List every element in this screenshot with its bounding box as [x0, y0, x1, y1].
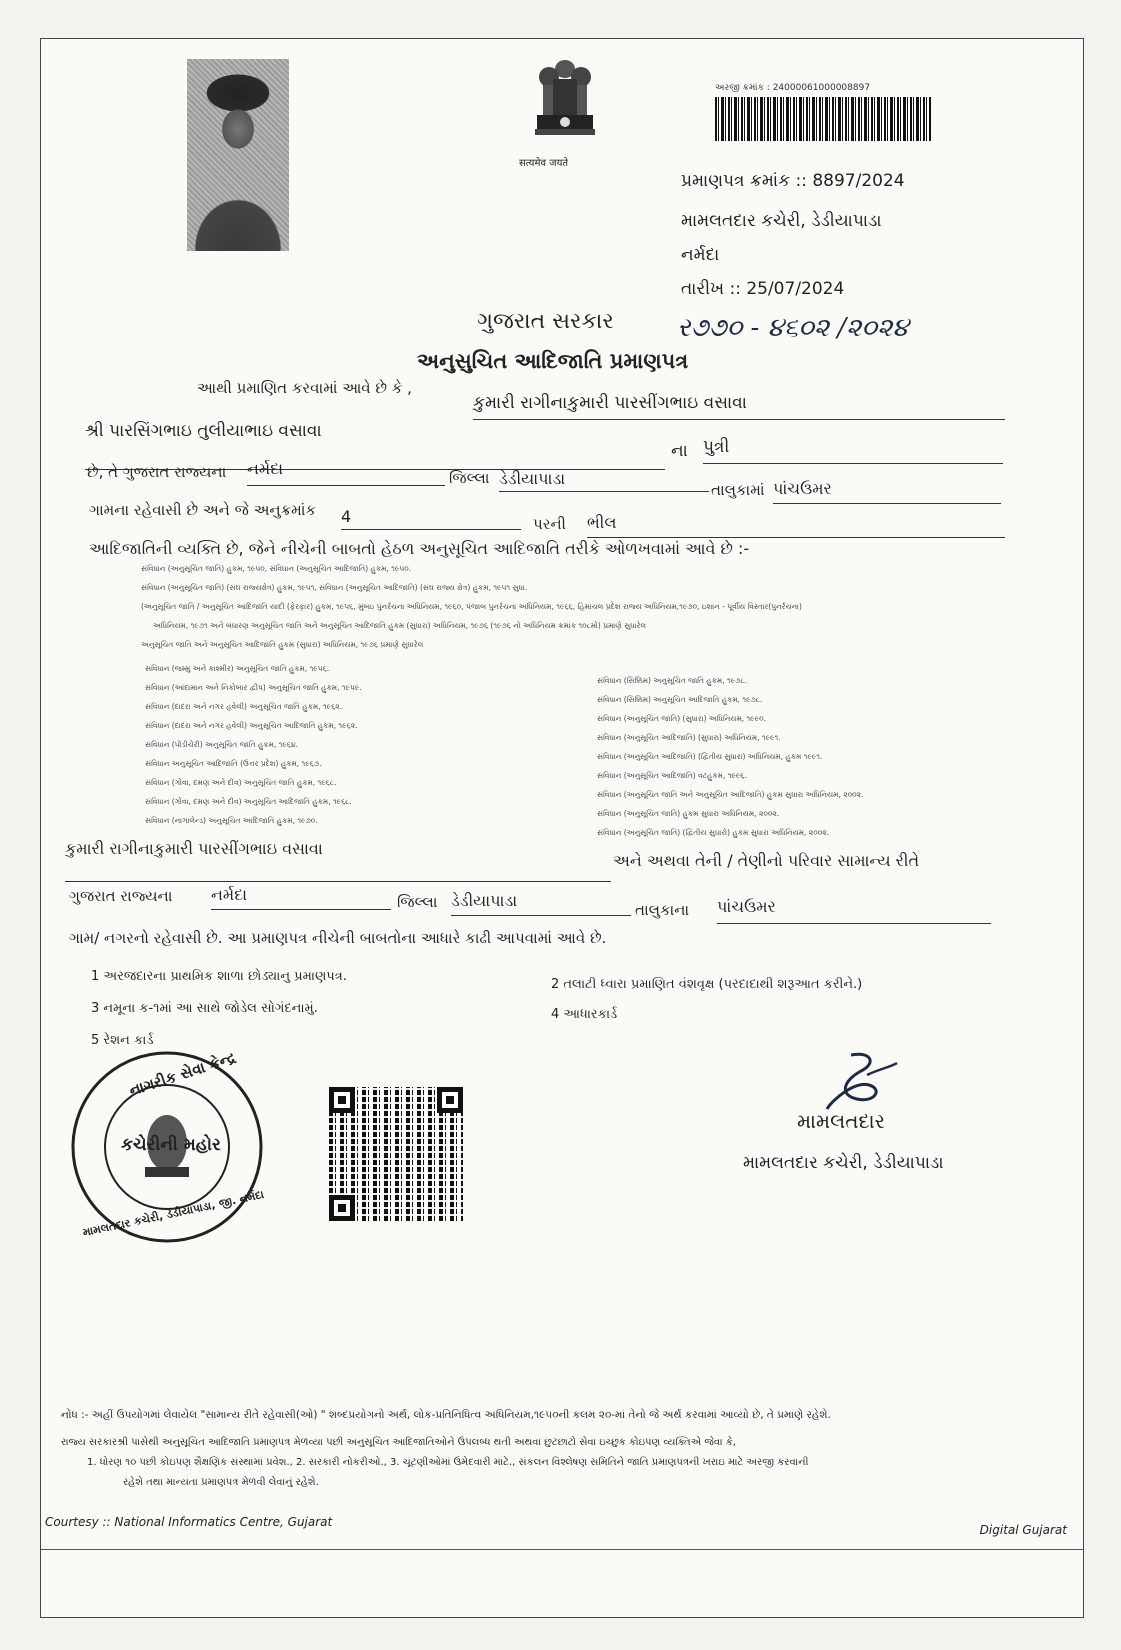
- order-line: (અનુસૂચિત જાતિ / અનુસૂચિત આદિજાતિ યાદી (ફેરફાર) હુકમ, ૧૯૫૬, મુંબઇ પુનર્રચના અધિનિયમ, ૧૯૬૦, પંજાબ પુનર્રચના અધિનિયમ, ૧૯૬૬, હિમાચલ પ્રદેશ રાજ્ય અધિનિયમ,૧૯૭૦, ઇશાન - પૂર્વીય વિસ્તાર(પુનર્રચના): [141, 602, 802, 611]
- order-line: સંવિધાન (અનુસૂચિત જાતિ અને અનુસૂચિત આદિજાતિ) હુકમ સુધારા અધિનિયમ, ૨૦૦૨.: [597, 790, 864, 799]
- certificate-sheet: [40, 38, 1084, 1618]
- certify-text: આથી પ્રમાણિત કરવામાં આવે છે કે ,: [197, 379, 412, 397]
- residence-state-label: ગુજરાત રાજ્યના: [69, 887, 173, 905]
- order-line: સંવિધાન (આંદામાન અને નિકોબાર દ્વીપ) અનુસૂચિત જાતિ હુકમ, ૧૯૫૯.: [145, 683, 362, 692]
- residence-village-field: પાંચઉમર: [717, 897, 991, 924]
- order-line: સંવિધાન (દાદરા અને નગર હવેલી) અનુસૂચિત જાતિ હુકમ, ૧૯૬૨.: [145, 702, 343, 711]
- issuing-office: મામલતદાર કચેરી, ડેડીયાપાડા: [681, 211, 882, 231]
- signatory-office: મામલતદાર કચેરી, ડેડીયાપાડા: [743, 1153, 944, 1173]
- order-line: સંવિધાન અનુસૂચિત આદિજાતિ (ઉત્તર પ્રદેશ) હુકમ, ૧૯૬૭.: [145, 759, 322, 768]
- order-line: સંવિધાન (અનુસૂચિત જાતિ) (દ્વિતીય સુધારો) હુકમ સુધારા અધિનિયમ, ૨૦૦૨.: [597, 828, 830, 837]
- residence-district-field: નર્મદા: [211, 885, 391, 910]
- na-label: ના: [671, 441, 688, 461]
- serial-number-field: 4: [341, 507, 521, 530]
- order-line: સંવિધાન (અનુસૂચિત આદિજાતિ) (દ્વિતીય સુધારા) અધિનિયમ, હુકમ ૧૯૯૧.: [597, 752, 823, 761]
- certificate-title: અનુસુચિત આદિજાતિ પ્રમાણપત્ર: [417, 349, 689, 373]
- document-item: 4 આધારકાર્ડ: [551, 1007, 618, 1022]
- document-item: 2 તલાટી ધ્વારા પ્રમાણિત વંશવૃક્ષ (પરદાદાથી શરૂઆત કરીને.): [551, 977, 863, 992]
- order-line: સંવિધાન (અનુસૂચિત જાતિ) હુકમ સુધારા અધિનિયમ, ૨૦૦૨.: [597, 809, 780, 818]
- qr-finder: [329, 1087, 355, 1113]
- order-line: સંવિધાન (પોંડીચેરી) અનુસૂચિત જાતિ હુકમ, ૧૯૬૪.: [145, 740, 299, 749]
- application-number: અરજી ક્રમાંક : 24000061000008897: [715, 83, 871, 93]
- footer-divider: [41, 1549, 1083, 1550]
- residence-taluka-label: તાલુકાના: [635, 901, 690, 919]
- taluka-field: ડેડીયાપાડા: [499, 469, 709, 492]
- note-line: 1. ધોરણ ૧૦ પછી કોઇપણ શૈક્ષણિક સંસ્થામાં પ્રવેશ., 2. સરકારી નોકરીઓ., 3. ચૂંટણીઓમાં ઉમેદવારી માટે., સંકલન વિશ્લેષણ સમિતિને જાતિ પ્રમાણપત્રની ખરાઇ માટે અરજી કરવાની: [87, 1457, 809, 1468]
- stamp-top-text: નાગરીક સેવા કેન્દ્ર: [126, 1048, 239, 1100]
- government-title: ગુજરાત સરકાર: [477, 309, 614, 334]
- residence-name: કુમારી રાગીનાકુમારી પારસીંગભાઇ વસાવા: [65, 839, 323, 858]
- document-item: 1 અરજદારના પ્રાથમિક શાળા છોડ્યાનુ પ્રમાણપત્ર.: [91, 969, 347, 984]
- recognition-text: આદિજાતિની વ્યક્તિ છે, જેને નીચેની બાબતો હેઠળ અનુસૂચિત આદિજાતિ તરીકે ઓળખવામાં આવે છે :-: [89, 539, 750, 558]
- order-line: સંવિધાન (અનુસૂચિત આદિજાતિ) (સુધારા) અધિનિયમ, ૧૯૯૧.: [597, 733, 781, 742]
- resident-text: ગામના રહેવાસી છે અને જે અનુક્રમાંક: [89, 501, 317, 519]
- certificate-number: પ્રમાણપત્ર ક્રમાંક :: 8897/2024: [681, 171, 905, 191]
- order-line: સંવિધાન (અનુસૂચિત જાતિ) હુકમ, ૧૯૫૦, સંવિધાન (અનુસૂચિત આદિજાતિ) હુકમ, ૧૯૫૦.: [141, 564, 412, 573]
- qr-code: [329, 1087, 463, 1221]
- applicant-name: કુમારી રાગીનાકુમારી પારસીંગભાઇ વસાવા: [473, 393, 1005, 420]
- order-line: સંવિધાન (નાગાલેન્ડ) અનુસૂચિત આદિજાતિ હુકમ, ૧૯૭૦.: [145, 816, 318, 825]
- stamp-center-text: કચેરીની મહોર: [121, 1135, 221, 1155]
- order-line: સંવિધાન (સિક્કિમ) અનુસૂચિત જાતિ હુકમ, ૧૯૭૮.: [597, 676, 747, 685]
- relation-field: પુત્રી: [703, 437, 1003, 464]
- issue-date: તારીખ :: 25/07/2024: [681, 279, 845, 299]
- jilla-label: જિલ્લા: [449, 469, 490, 487]
- order-line: સંવિધાન (ગોવા, દમણ અને દીવ) અનુસૂચિત જાતિ હુકમ, ૧૯૬૮.: [145, 778, 337, 787]
- village-field: પાંચઉમર: [773, 479, 1001, 504]
- courtesy-text: Courtesy :: National Informatics Centre, Gujarat: [45, 1515, 333, 1529]
- note-line: નોંધ :- અહીં ઉપયોગમાં લેવાયેલ "સામાન્ય રીતે રહેવાસી(ઓ) " શબ્દપ્રયોગનો અર્થ, લોક-પ્રતિનિધિત્વ અધિનિયમ,૧૯૫૦ની કલમ ૨૦-માં તેનો જે અર્થ કરવામાં આવ્યો છે, તે પ્રમાણે રહેશે.: [61, 1409, 831, 1421]
- applicant-photo: [187, 59, 289, 251]
- residence-jilla-label: જિલ્લા: [397, 893, 438, 911]
- parni-label: પરની: [533, 515, 566, 533]
- signatory-designation: મામલતદાર: [797, 1109, 885, 1133]
- qr-finder: [437, 1087, 463, 1113]
- father-name: શ્રી પારસિંગભાઇ તુલીયાભાઇ વસાવા: [85, 421, 322, 441]
- handwritten-reference: ર૭૭૦ - ૪૬૦૨ /૨૦૨૪: [677, 313, 909, 343]
- order-line: સંવિધાન (અનુસૂચિત જાતિ) (સંઘ રાજ્યક્ષેત્ર) હુકમ, ૧૯૫૧, સંવિધાન (અનુસૂચિત આદિજાતિ) (સંઘ રાજ્ય ક્ષેત્ર) હુકમ, ૧૯૫૧ સુધા.: [141, 583, 528, 592]
- basis-text: ગામ/ નગરનો રહેવાસી છે. આ પ્રમાણપત્ર નીચેની બાબતોના આધારે કાઢી આપવામાં આવે છે.: [69, 929, 607, 947]
- note-line: રાજ્ય સરકારશ્રી પાસેથી અનુસૂચિત આદિજાતિ પ્રમાણપત્ર મેળવ્યા પછી અનુસૂચિત આદિજાતિઓને ઉપલબ્ધ થતી અથવા છુટછાટો સેવા ઇચ્છુક કોઇપણ વ્યક્તિએ જેવા કે,: [61, 1437, 736, 1448]
- emblem-motto: सत्यमेव जयते: [519, 158, 569, 169]
- orders-top: [141, 559, 802, 654]
- national-emblem-icon: [525, 55, 605, 167]
- order-line: સંવિધાન (ગોવા, દમણ અને દીવ) અનુસૂચિત આદિજાતિ હુકમ, ૧૯૬૮.: [145, 797, 352, 806]
- order-line: અધિનિયમ, ૧૯૭૧ અને બંધારણ અનુસૂચિત જાતિ અને અનુસૂચિત આદિજાતિ હુકમ (સુધારા) અધિનિયમ, ૧૯૭૬ (૧૯૭૬ નો અધિનિયમ ક્રમાંક ૧૦૮મો) પ્રમાણે સુધારેલ: [153, 621, 647, 630]
- order-line: સંવિધાન (અનુસૂચિત આદિજાતિ) વટહુકમ, ૧૯૯૬.: [597, 771, 747, 780]
- order-line: સંવિધાન (સિક્કિમ) અનુસૂચિત આદિજાતિ હુકમ, ૧૯૭૮.: [597, 695, 763, 704]
- orders-right: [597, 671, 863, 842]
- note-line: રહેશે તથા માન્યતા પ્રમાણપત્ર મેળવી લેવાનું રહેશે.: [123, 1477, 319, 1488]
- signature-icon: [821, 1049, 901, 1115]
- order-line: સંવિધાન (જમ્મુ અને કાશ્મીર) અનુસૂચિત જાતિ હુકમ, ૧૯૫૬.: [145, 664, 330, 673]
- residence-taluka-field: ડેડીયાપાડા: [451, 891, 631, 916]
- digital-gujarat-brand: Digital Gujarat: [979, 1523, 1067, 1537]
- document-item: 5 રેશન કાર્ડ: [91, 1033, 154, 1048]
- stamp-bottom-text: મામલતદાર કચેરી, ડેડીયાપાડા, જી. નર્મદા: [81, 1187, 266, 1240]
- district-field: નર્મદા: [247, 459, 445, 486]
- state-label: છે, તે ગુજરાત રાજ્યના: [87, 463, 227, 481]
- order-line: સંવિધાન (અનુસૂચિત જાતિ) (સુધારા) અધિનિયમ, ૧૯૯૦.: [597, 714, 766, 723]
- tribe-field: ભીલ: [587, 513, 1005, 538]
- order-line: અનુસૂચિત જાતિ અને અનુસૂચિત આદિજાતિ હુકમ (સુધારા) અધિનિયમ, ૧૯૭૬ પ્રમાણે સુધારેલ: [141, 640, 424, 649]
- order-line: સંવિધાન (દાદરા અને નગર હવેલી) અનુસૂચિત આદિજાતિ હુકમ, ૧૯૬૨.: [145, 721, 358, 730]
- orders-left: [145, 659, 362, 830]
- taluka-label: તાલુકામાં: [711, 481, 765, 499]
- issuing-district: નર્મદા: [681, 245, 720, 265]
- barcode-block: [715, 83, 931, 141]
- document-item: 3 નમૂના ક-૧માં આ સાથે જોડેલ સોગંદનામું.: [91, 1001, 318, 1016]
- family-text: અને અથવા તેની / તેણીનો પરિવાર સામાન્ય રીતે: [613, 851, 920, 870]
- residence-name-line: [65, 859, 611, 882]
- qr-finder: [329, 1195, 355, 1221]
- barcode: [715, 97, 931, 141]
